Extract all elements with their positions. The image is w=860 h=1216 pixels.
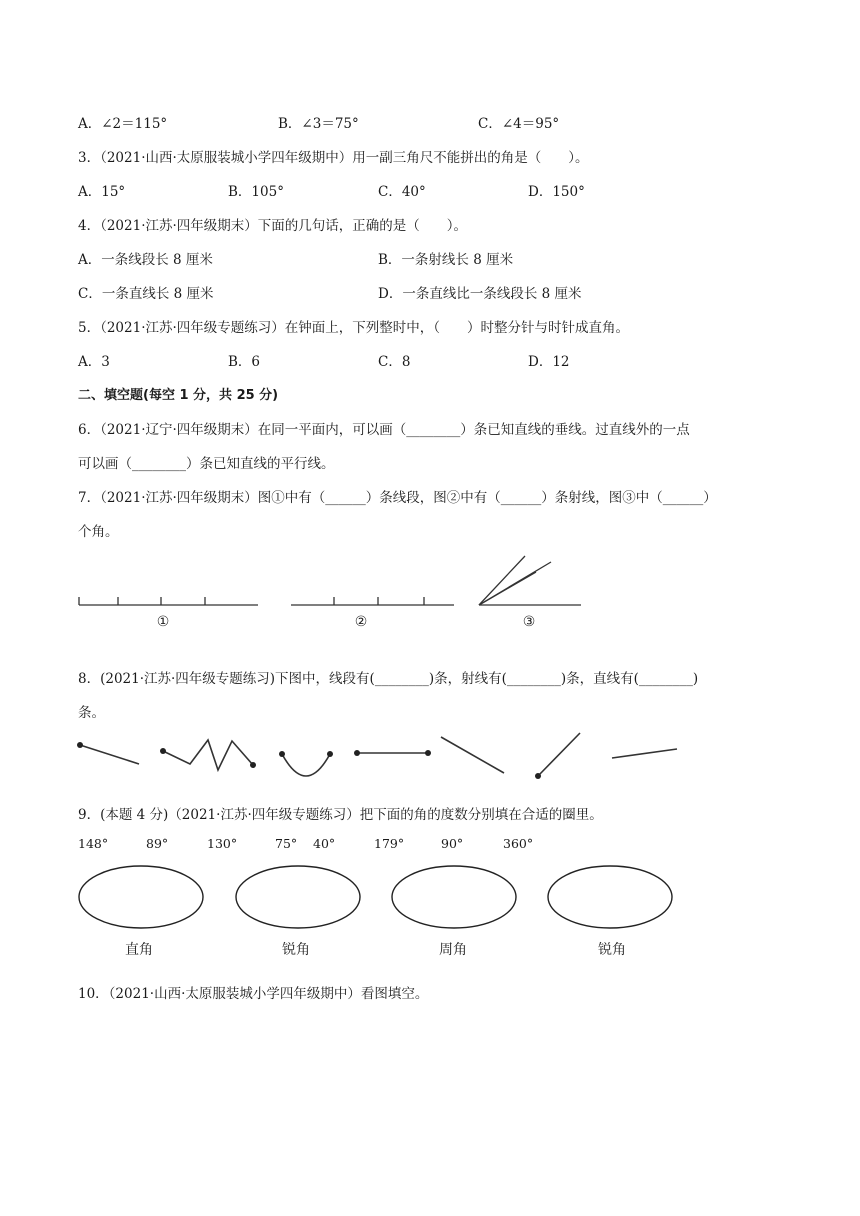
- q7-figure-1: [79, 597, 258, 605]
- q5-stem: 5．（2021·江苏·四年级专题练习）在钟面上，下列整时中，（ ）时整分针与时针成直角。: [78, 320, 630, 336]
- q7-line1: 7．（2021·江苏·四年级期末）图①中有（______）条线段，图②中有（______）条射线，图③中（______）: [78, 490, 717, 506]
- q3-stem: 3．（2021·山西·太原服装城小学四年级期中）用一副三角尺不能拼出的角是（ ）。: [78, 150, 589, 166]
- oval-label: 周角: [439, 942, 467, 958]
- q5-option-b: B．6: [228, 354, 261, 370]
- q8-line2: 条。: [78, 705, 105, 721]
- q4-option-d: D．一条直线比一条线段长 8 厘米: [378, 286, 582, 302]
- q6-line1: 6．（2021·辽宁·四年级期末）在同一平面内，可以画（________）条已知直线的垂线。过直线外的一点: [78, 422, 690, 438]
- q5-option-c: C．8: [378, 354, 411, 370]
- q2-option-c: C．∠4＝95°: [478, 116, 560, 132]
- q3-option-d: D．150°: [528, 184, 585, 200]
- q7-figure-3: [479, 556, 581, 605]
- q7-figure-label-1: ①: [156, 614, 170, 630]
- q8-endpoints: [77, 742, 541, 779]
- degree-value: 148°: [78, 836, 109, 851]
- q7-line2: 个角。: [78, 524, 119, 540]
- q7-figure-label-2: ②: [354, 614, 368, 630]
- q8-line1: 8．(2021·江苏·四年级专题练习)下图中，线段有(________)条，射线有(________)条，直线有(________): [78, 671, 699, 687]
- q3-option-c: C．40°: [378, 184, 426, 200]
- q5-option-a: A．3: [78, 354, 110, 370]
- degree-value: 130°: [207, 836, 238, 851]
- q3-option-b: B．105°: [228, 184, 284, 200]
- q3-option-a: A．15°: [78, 184, 126, 200]
- q7-figure-label-3: ③: [522, 614, 536, 630]
- oval-label: 直角: [125, 942, 153, 958]
- oval-label: 锐角: [598, 942, 626, 958]
- q2-option-a: A．∠2＝115°: [78, 116, 168, 132]
- oval-label: 锐角: [282, 942, 310, 958]
- q9-stem: 9．(本题 4 分)（2021·江苏·四年级专题练习）把下面的角的度数分别填在合适的圈里。: [78, 807, 603, 823]
- oval-3: [392, 866, 516, 928]
- q10-stem: 10．（2021·山西·太原服装城小学四年级期中）看图填空。: [78, 986, 429, 1002]
- degree-value: 360°: [503, 836, 534, 851]
- degree-value: 90°: [441, 836, 464, 851]
- q4-option-b: B．一条射线长 8 厘米: [378, 252, 514, 268]
- q2-option-b: B．∠3＝75°: [278, 116, 359, 132]
- q7-figure-2: [291, 597, 454, 605]
- q4-option-a: A．一条线段长 8 厘米: [78, 252, 213, 268]
- q8-figures: [80, 733, 677, 776]
- q5-option-d: D．12: [528, 354, 570, 370]
- oval-4: [548, 866, 672, 928]
- degree-value: 40°: [313, 836, 336, 851]
- degree-value: 75°: [275, 836, 298, 851]
- q9-ovals: [79, 866, 672, 928]
- q4-stem: 4．（2021·江苏·四年级期末）下面的几句话，正确的是（ ）。: [78, 218, 468, 234]
- oval-1: [79, 866, 203, 928]
- q4-option-c: C．一条直线长 8 厘米: [78, 286, 214, 302]
- degree-value: 179°: [374, 836, 405, 851]
- oval-2: [236, 866, 360, 928]
- section-heading: 二、填空题(每空 1 分，共 25 分): [78, 388, 279, 403]
- q6-line2: 可以画（________）条已知直线的平行线。: [78, 456, 335, 472]
- degree-value: 89°: [146, 836, 169, 851]
